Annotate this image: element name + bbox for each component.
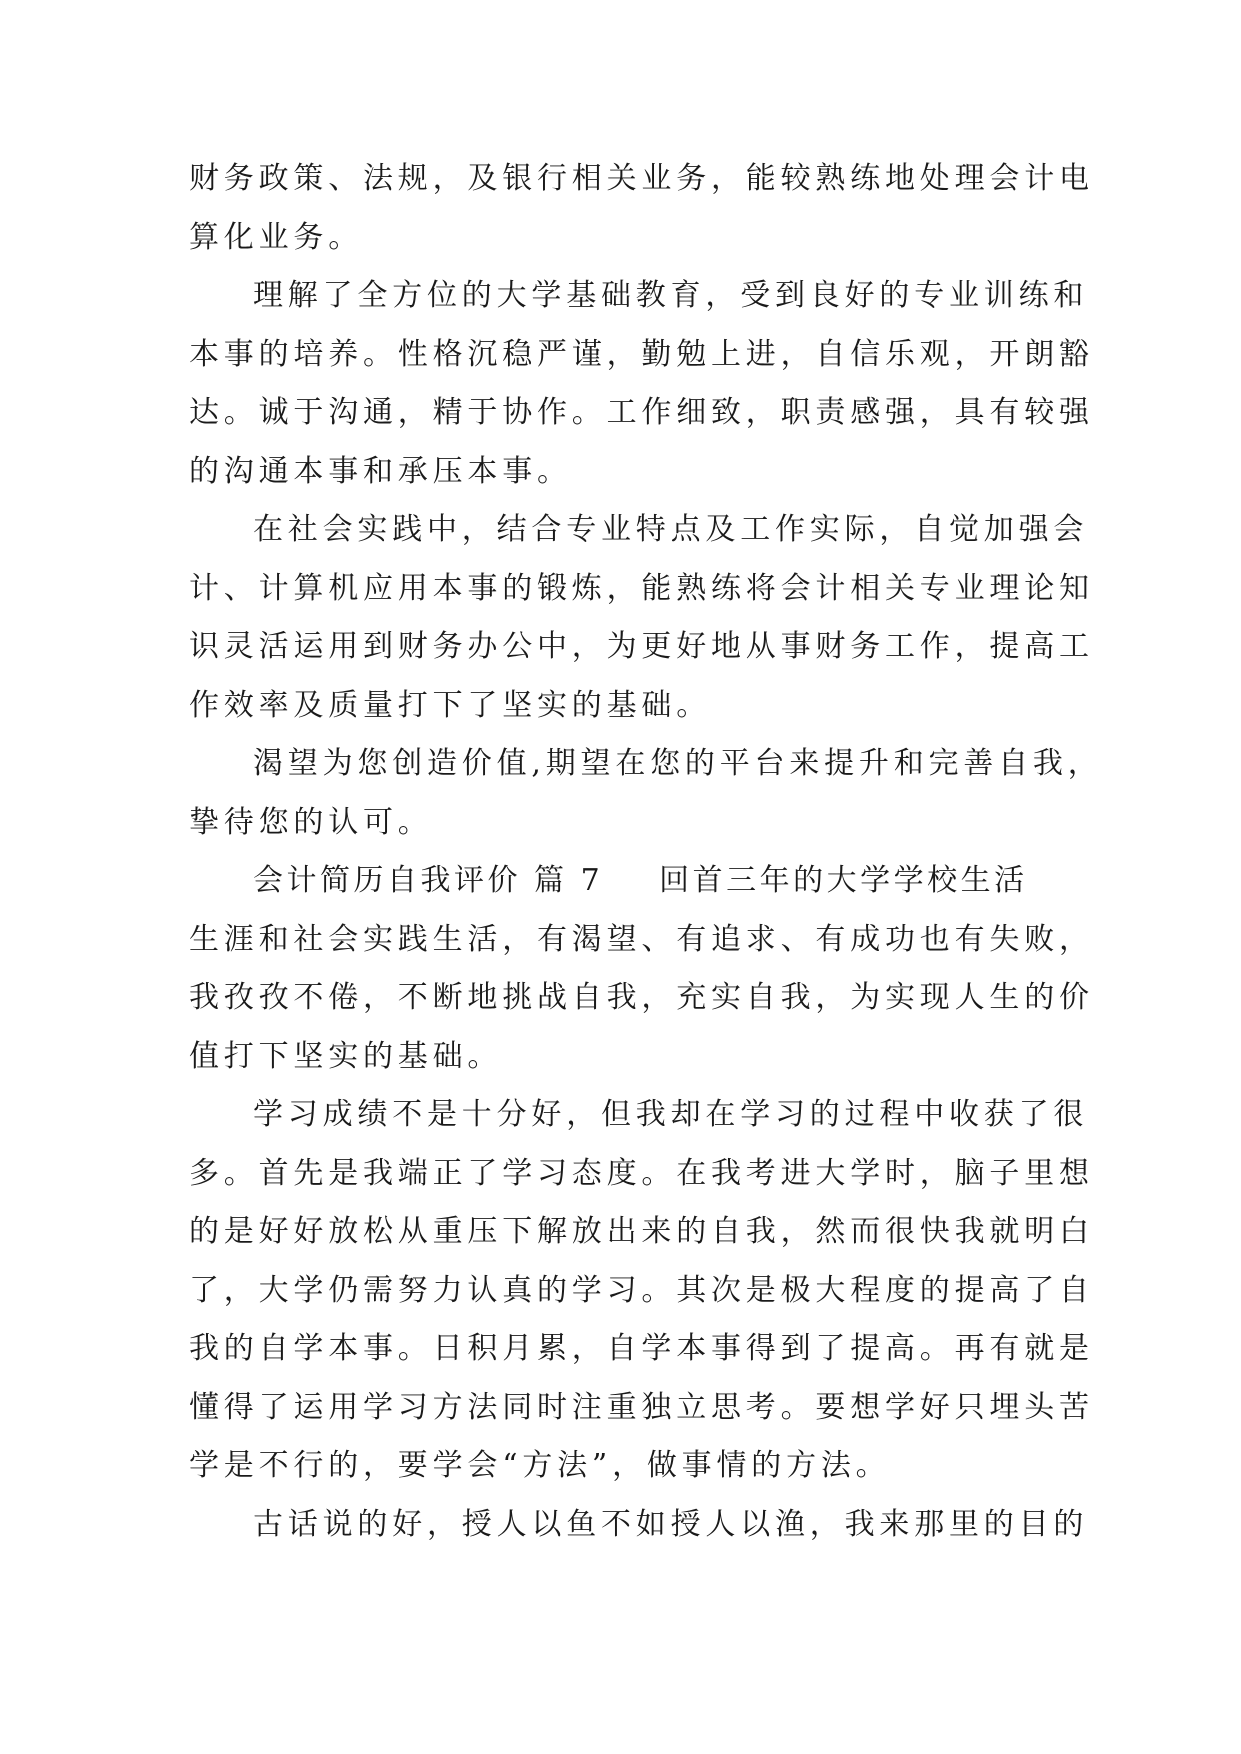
paragraph-line: 我的自学本事。日积月累，自学本事得到了提高。再有就是 (189, 1331, 1094, 1366)
document-page (189, 150, 1103, 1554)
paragraph-line: 识灵活运用到财务办公中，为更好地从事财务工作，提高工 (189, 629, 1094, 664)
paragraph-line: 值打下坚实的基础。 (189, 1038, 503, 1074)
paragraph-line: 达。诚于沟通，精于协作。工作细致，职责感强，具有较强 (189, 395, 1094, 430)
paragraph-line: 我孜孜不倦，不断地挑战自我，充实自我，为实现人生的价 (189, 980, 1094, 1015)
paragraph-line: 算化业务。 (189, 219, 363, 255)
paragraph-line: 在社会实践中，结合专业特点及工作实际，自觉加强会 (253, 512, 1089, 547)
paragraph-line: 计、计算机应用本事的锻炼，能熟练将会计相关专业理论知 (189, 570, 1094, 606)
paragraph-line: 本事的培养。性格沉稳严谨，勤勉上进，自信乐观，开朗豁 (189, 336, 1094, 372)
section-first-sentence: 回首三年的大学学校生活 (659, 863, 1028, 898)
paragraph-line: 了，大学仍需努力认真的学习。其次是极大程度的提高了自 (189, 1272, 1094, 1308)
paragraph-line: 的是好好放松从重压下解放出来的自我，然而很快我就明白 (189, 1214, 1094, 1249)
paragraph-line: 生涯和社会实践生活，有渴望、有追求、有成功也有失败， (189, 921, 1094, 957)
paragraph-line: 学习成绩不是十分好，但我却在学习的过程中收获了很 (253, 1097, 1089, 1132)
paragraph-line: 古话说的好，授人以鱼不如授人以渔，我来那里的目的 (253, 1506, 1089, 1542)
section-heading-line (189, 852, 1055, 911)
paragraph-line: 渴望为您创造价值,期望在您的平台来提升和完善自我， (253, 746, 1103, 781)
paragraph-line: 挚待您的认可。 (189, 804, 433, 840)
paragraph-line: 懂得了运用学习方法同时注重独立思考。要想学好只埋头苦 (189, 1389, 1094, 1425)
paragraph-line: 的沟通本事和承压本事。 (189, 453, 572, 489)
paragraph-line: 多。首先是我端正了学习态度。在我考进大学时，脑子里想 (189, 1155, 1094, 1191)
paragraph-line: 理解了全方位的大学基础教育，受到良好的专业训练和 (253, 278, 1089, 313)
paragraph-line: 作效率及质量打下了坚实的基础。 (189, 687, 711, 723)
paragraph-line: 财务政策、法规，及银行相关业务，能较熟练地处理会计电 (189, 161, 1094, 196)
section-heading: 会计简历自我评价 篇 7 (253, 863, 604, 898)
paragraph-line: 学是不行的，要学会“方法”，做事情的方法。 (189, 1448, 891, 1483)
